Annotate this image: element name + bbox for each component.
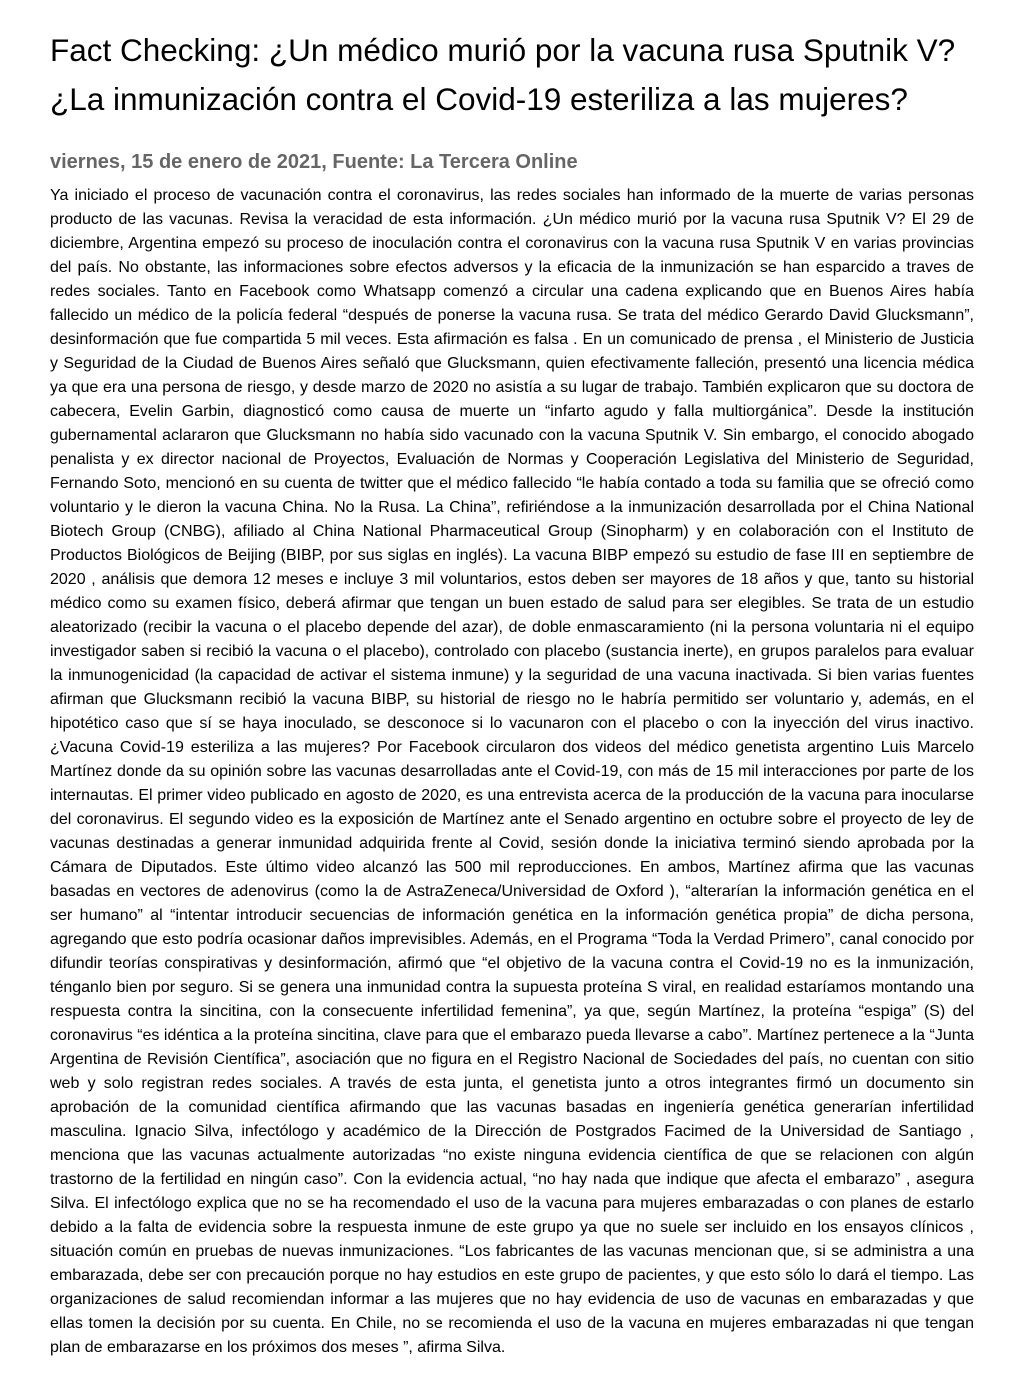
article-body: Ya iniciado el proceso de vacunación contra el coronavirus, las redes sociales han informado de la muerte de varias personas producto de las vacunas. Revisa la veracidad de esta información. ¿Un médico murió por la vacuna rusa Sputnik V? El 29 de diciembre, Argentina empezó su proceso de inoculación contra el coronavirus con la vacuna rusa Sputnik V en varias provincias del país. No obstante, las informaciones sobre efectos adversos y la eficacia de la inmunización se han esparcido a traves de redes sociales. Tanto en Facebook como Whatsapp comenzó a circular una cadena explicando que en Buenos Aires había fallecido un médico de la policía federal “después de ponerse la vacuna rusa. Se trata del médico Gerardo David Glucksmann”, desinformación que fue compartida 5 mil veces. Esta afirmación es falsa . En un comunicado de prensa , el Ministerio de Justicia y Seguridad de la Ciudad de Buenos Aires señaló que Glucksmann, quien efectivamente falleción, presentó una licencia médica ya que era una persona de riesgo, y desde marzo de 2020 no asistía a su lugar de trabajo. También explicaron que su doctora de cabecera, Evelin Garbin, diagnosticó como causa de muerte un “infarto agudo y falla multiorgánica”. Desde la institución gubernamental aclararon que Glucksmann no había sido vacunado con la vacuna Sputnik V. Sin embargo, el conocido abogado penalista y ex director nacional de Proyectos, Evaluación de Normas y Cooperación Legislativa del Ministerio de Seguridad, Fernando Soto, mencionó en su cuenta de twitter que el médico fallecido “le había contado a toda su familia que se ofreció como voluntario y le dieron la vacuna China. No la Rusa. La China”, refiriéndose a la inmunización desarrollada por el China National Biotech Group (CNBG), afiliado al China National Pharmaceutical Group (Sinopharm) y en colaboración con el Instituto de Productos Biológicos de Beijing (BIBP, por sus siglas en inglés). La vacuna BIBP empezó su estudio de fase III en septiembre de 2020 , análisis que demora 12 meses e incluye 3 mil voluntarios, estos deben ser mayores de 18 años y que, tanto su historial médico como su examen físico, deberá afirmar que tengan un buen estado de salud para ser elegibles. Se trata de un estudio aleatorizado (recibir la vacuna o el placebo depende del azar), de doble enmascaramiento (ni la persona voluntaria ni el equipo investigador saben si recibió la vacuna o el placebo), controlado con placebo (sustancia inerte), en grupos paralelos para evaluar la inmunogenicidad (la capacidad de activar el sistema inmune) y la seguridad de una vacuna inactivada. Si bien varias fuentes afirman que Glucksmann recibió la vacuna BIBP, su historial de riesgo no le habría permitido ser voluntario y, además, en el hipotético caso que sí se haya inoculado, se desconoce si lo vacunaron con el placebo o con la inyección del virus inactivo. ¿Vacuna Covid-19 esteriliza a las mujeres? Por Facebook circularon dos videos del médico genetista argentino Luis Marcelo Martínez donde da su opinión sobre las vacunas desarrolladas ante el Covid-19, con más de 15 mil interacciones por parte de los internautas. El primer video publicado en agosto de 2020, es una entrevista acerca de la producción de la vacuna para inocularse del coronavirus. El segundo video es la exposición de Martínez ante el Senado argentino en octubre sobre el proyecto de ley de vacunas destinadas a generar inmunidad adquirida frente al Covid, sesión donde la iniciativa terminó siendo aprobada por la Cámara de Diputados. Este último video alcanzó las 500 mil reproducciones. En ambos, Martínez afirma que las vacunas basadas en vectores de adenovirus (como la de AstraZeneca/Universidad de Oxford ), “alterarían la información genética en el ser humano” al “intentar introducir secuencias de información genética en la información genética propia” de dicha persona, agregando que esto podría ocasionar daños imprevisibles. Además, en el Programa “Toda la Verdad Primero”, canal conocido por difundir teorías conspirativas y desinformación, afirmó que “el objetivo de la vacuna contra el Covid-19 no es la inmunización, ténganlo bien por seguro. Si se genera una inmunidad contra la supuesta proteína S viral, en realidad estaríamos montando una respuesta contra la sincitina, con la consecuente infertilidad femenina”, ya que, según Martínez, la proteína “espiga” (S) del coronavirus “es idéntica a la proteína sincitina, clave para que el embarazo pueda llevarse a cabo”. Martínez pertenece a la “Junta Argentina de Revisión Científica”, asociación que no figura en el Registro Nacional de Sociedades del país, no cuentan con sitio web y solo registran redes sociales. A través de esta junta, el genetista junto a otros integrantes firmó un documento sin aprobación de la comunidad científica afirmando que las vacunas basadas en ingeniería genética generarían infertilidad masculina. Ignacio Silva, infectólogo y académico de la Dirección de Postgrados Facimed de la Universidad de Santiago , menciona que las vacunas actualmente autorizadas “no existe ninguna evidencia científica de que se relacionen con algún trastorno de la fertilidad en ningún caso”. Con la evidencia actual, “no hay nada que indique que afecta el embarazo” , asegura Silva. El infectólogo explica que no se ha recomendado el uso de la vacuna para mujeres embarazadas o con planes de estarlo debido a la falta de evidencia sobre la respuesta inmune de este grupo ya que no suele ser incluido en los ensayos clínicos , situación común en pruebas de nuevas inmunizaciones. “Los fabricantes de las vacunas mencionan que, si se administra a una embarazada, debe ser con precaución porque no hay estudios en este grupo de pacientes, y que esto sólo lo dará el tiempo. Las organizaciones de salud recomiendan informar a las mujeres que no hay evidencia de uso de vacunas en embarazadas y que ellas tomen la decisión por su cuenta. En Chile, no se recomienda el uso de la vacuna en mujeres embarazadas ni que tengan plan de embarazarse en los próximos dos meses ”, afirma Silva. <box>50 187 974 1356</box>
article-title: Fact Checking: ¿Un médico murió por la vacuna rusa Sputnik V? ¿La inmunización contra el Covid-19 esteriliza a las mujeres? <box>50 32 956 117</box>
article-dateline: viernes, 15 de enero de 2021, Fuente: La Tercera Online <box>50 151 578 173</box>
article <box>50 26 974 1360</box>
